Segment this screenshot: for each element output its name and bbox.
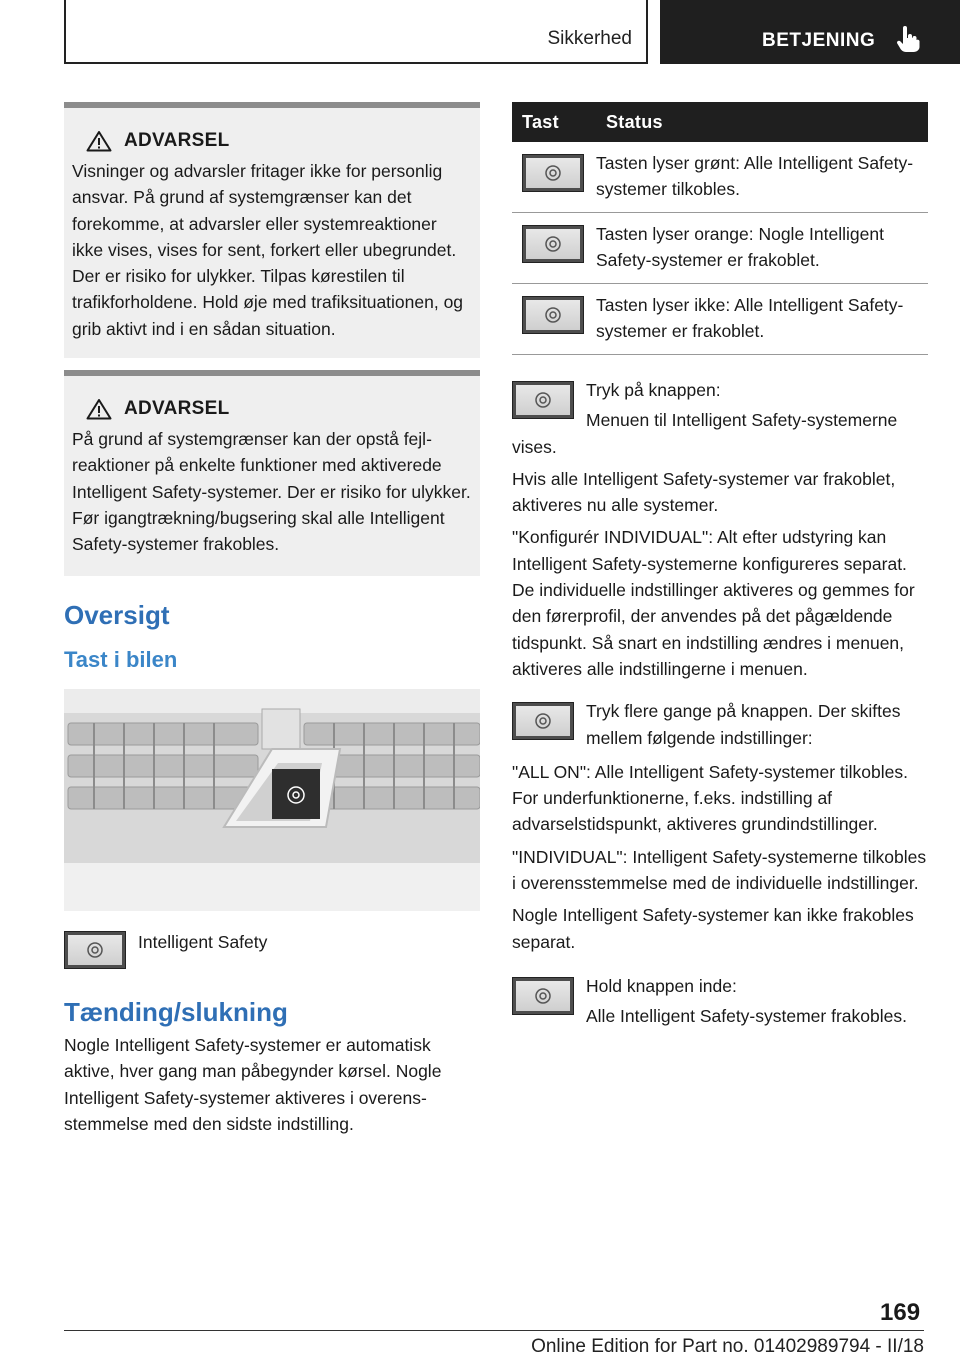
hold-instruction [512, 973, 928, 1030]
switching-heading: Tænding/slukning [64, 997, 288, 1027]
press-repeat-instruction [512, 698, 928, 751]
pointing-hand-icon [896, 26, 920, 54]
car-dashboard-image [64, 689, 480, 911]
left-column [64, 102, 480, 1137]
header-chapter-title: BETJENING [762, 30, 876, 51]
overview-heading: Oversigt [64, 600, 170, 630]
status-text: Tasten lyser ikke: Alle Intelligent Safety-systemer er frakoblet. [596, 284, 928, 355]
intelligent-safety-button-icon [512, 977, 574, 1015]
press-line2: Menuen til Intelligent Safety-systemerne vises. [512, 410, 898, 457]
warning-box [64, 102, 480, 358]
switching-text: Nogle Intelligent Safety-systemer er automatisk aktive, hver gang man påbegynder kørsel. Nogle Intelligent Safety-systemer aktiveres i overensstemmelse med den sidste indstilling. [64, 1035, 442, 1134]
paragraph-individual: "INDIVIDUAL": Intelligent Safety-systemerne tilkobles i overensstemmelse med de individuelle indstillinger. [512, 846, 927, 894]
header-section-box [64, 0, 648, 64]
warning-triangle-icon [86, 130, 112, 152]
header-chapter-box [660, 0, 960, 64]
header-section-title: Sikkerhed [547, 28, 632, 49]
paragraph-all-off: Hvis alle Intelligent Safety-systemer var frakoblet, aktiveres nu alle systemer. [512, 468, 896, 516]
paragraph-configure: "Konfigurér INDIVIDUAL": Alt efter udstyring kan Intelligent Safety-systemerne konfigureres separat. De individuelle indstillinger aktiveres og gemmes for den førerprofil, der anvendes på det pågældende tidspunkt. Så snart en indstilling ændres i menuen, aktiveres alle indstillingerne i menuen. [512, 527, 915, 679]
intelligent-safety-button-icon [512, 381, 574, 419]
status-text: Tasten lyser grønt: Alle Intelligent Safety-systemer tilkobles. [596, 142, 928, 213]
press-repeat-text: Tryk flere gange på knappen. Der skiftes mellem følgende indstillinger: [586, 701, 901, 748]
status-text: Tasten lyser orange: Nogle Intelligent Safety-systemer er frakoblet. [596, 213, 928, 284]
hold-line2: Alle Intelligent Safety-systemer frakobles. [586, 1006, 907, 1027]
table-header-status: Status [596, 102, 928, 142]
press-line1: Tryk på knappen: [586, 380, 721, 400]
overview-subheading: Tast i bilen [64, 647, 178, 672]
button-caption-text: Intelligent Safety [138, 932, 268, 952]
warning-title: ADVARSEL [124, 130, 230, 151]
paragraph-separate: Nogle Intelligent Safety-systemer kan ikke frakobles separat. [512, 905, 914, 952]
intelligent-safety-button-icon [522, 225, 584, 263]
warning-title: ADVARSEL [124, 398, 230, 419]
page-number: 169 [880, 1299, 921, 1326]
table-row [512, 213, 928, 284]
table-row [512, 142, 928, 213]
press-instruction [512, 377, 928, 460]
footer-divider [64, 1330, 924, 1331]
button-caption [64, 931, 480, 969]
intelligent-safety-button-icon [522, 296, 584, 334]
table-row [512, 284, 928, 355]
intelligent-safety-button-icon [522, 154, 584, 192]
warning-triangle-icon [86, 398, 112, 420]
paragraph-all-on: "ALL ON": Alle Intelligent Safety-systemer tilkobles. For underfunktionerne, f.eks. indstilling af advarselstidspunkt, aktiveres grundindstillinger. [512, 761, 908, 835]
table-header-key: Tast [512, 102, 596, 142]
warning-box [64, 370, 480, 576]
right-column [512, 102, 928, 1030]
footer-edition: Online Edition for Part no. 01402989794 - II/18 [531, 1336, 924, 1357]
intelligent-safety-button-icon [512, 702, 574, 740]
car-button-photo [64, 689, 480, 911]
intelligent-safety-button-icon [64, 931, 126, 969]
hold-line1: Hold knappen inde: [586, 975, 737, 996]
warning-text: På grund af systemgrænser kan der opstå fejlreaktioner på enkelte funktioner med aktiverede Intelligent Safety-systemer. Der er risiko for ulykker. Før igangtrækning/bugsering skal alle Intelligent Safety-systemer frakobles. [72, 429, 471, 555]
warning-text: Visninger og advarsler fritager ikke for personlig ansvar. På grund af systemgrænser kan det forekomme, at advarsler eller systemreaktioner ikke vises, vises for sent, forkert eller ubegrundet. Der er risiko for ulykker. Tilpas kørestilen til trafikforholdene. Hold øje med trafiksituationen, og grib aktivt ind i en sådan situation. [72, 161, 464, 339]
status-table [512, 102, 928, 355]
